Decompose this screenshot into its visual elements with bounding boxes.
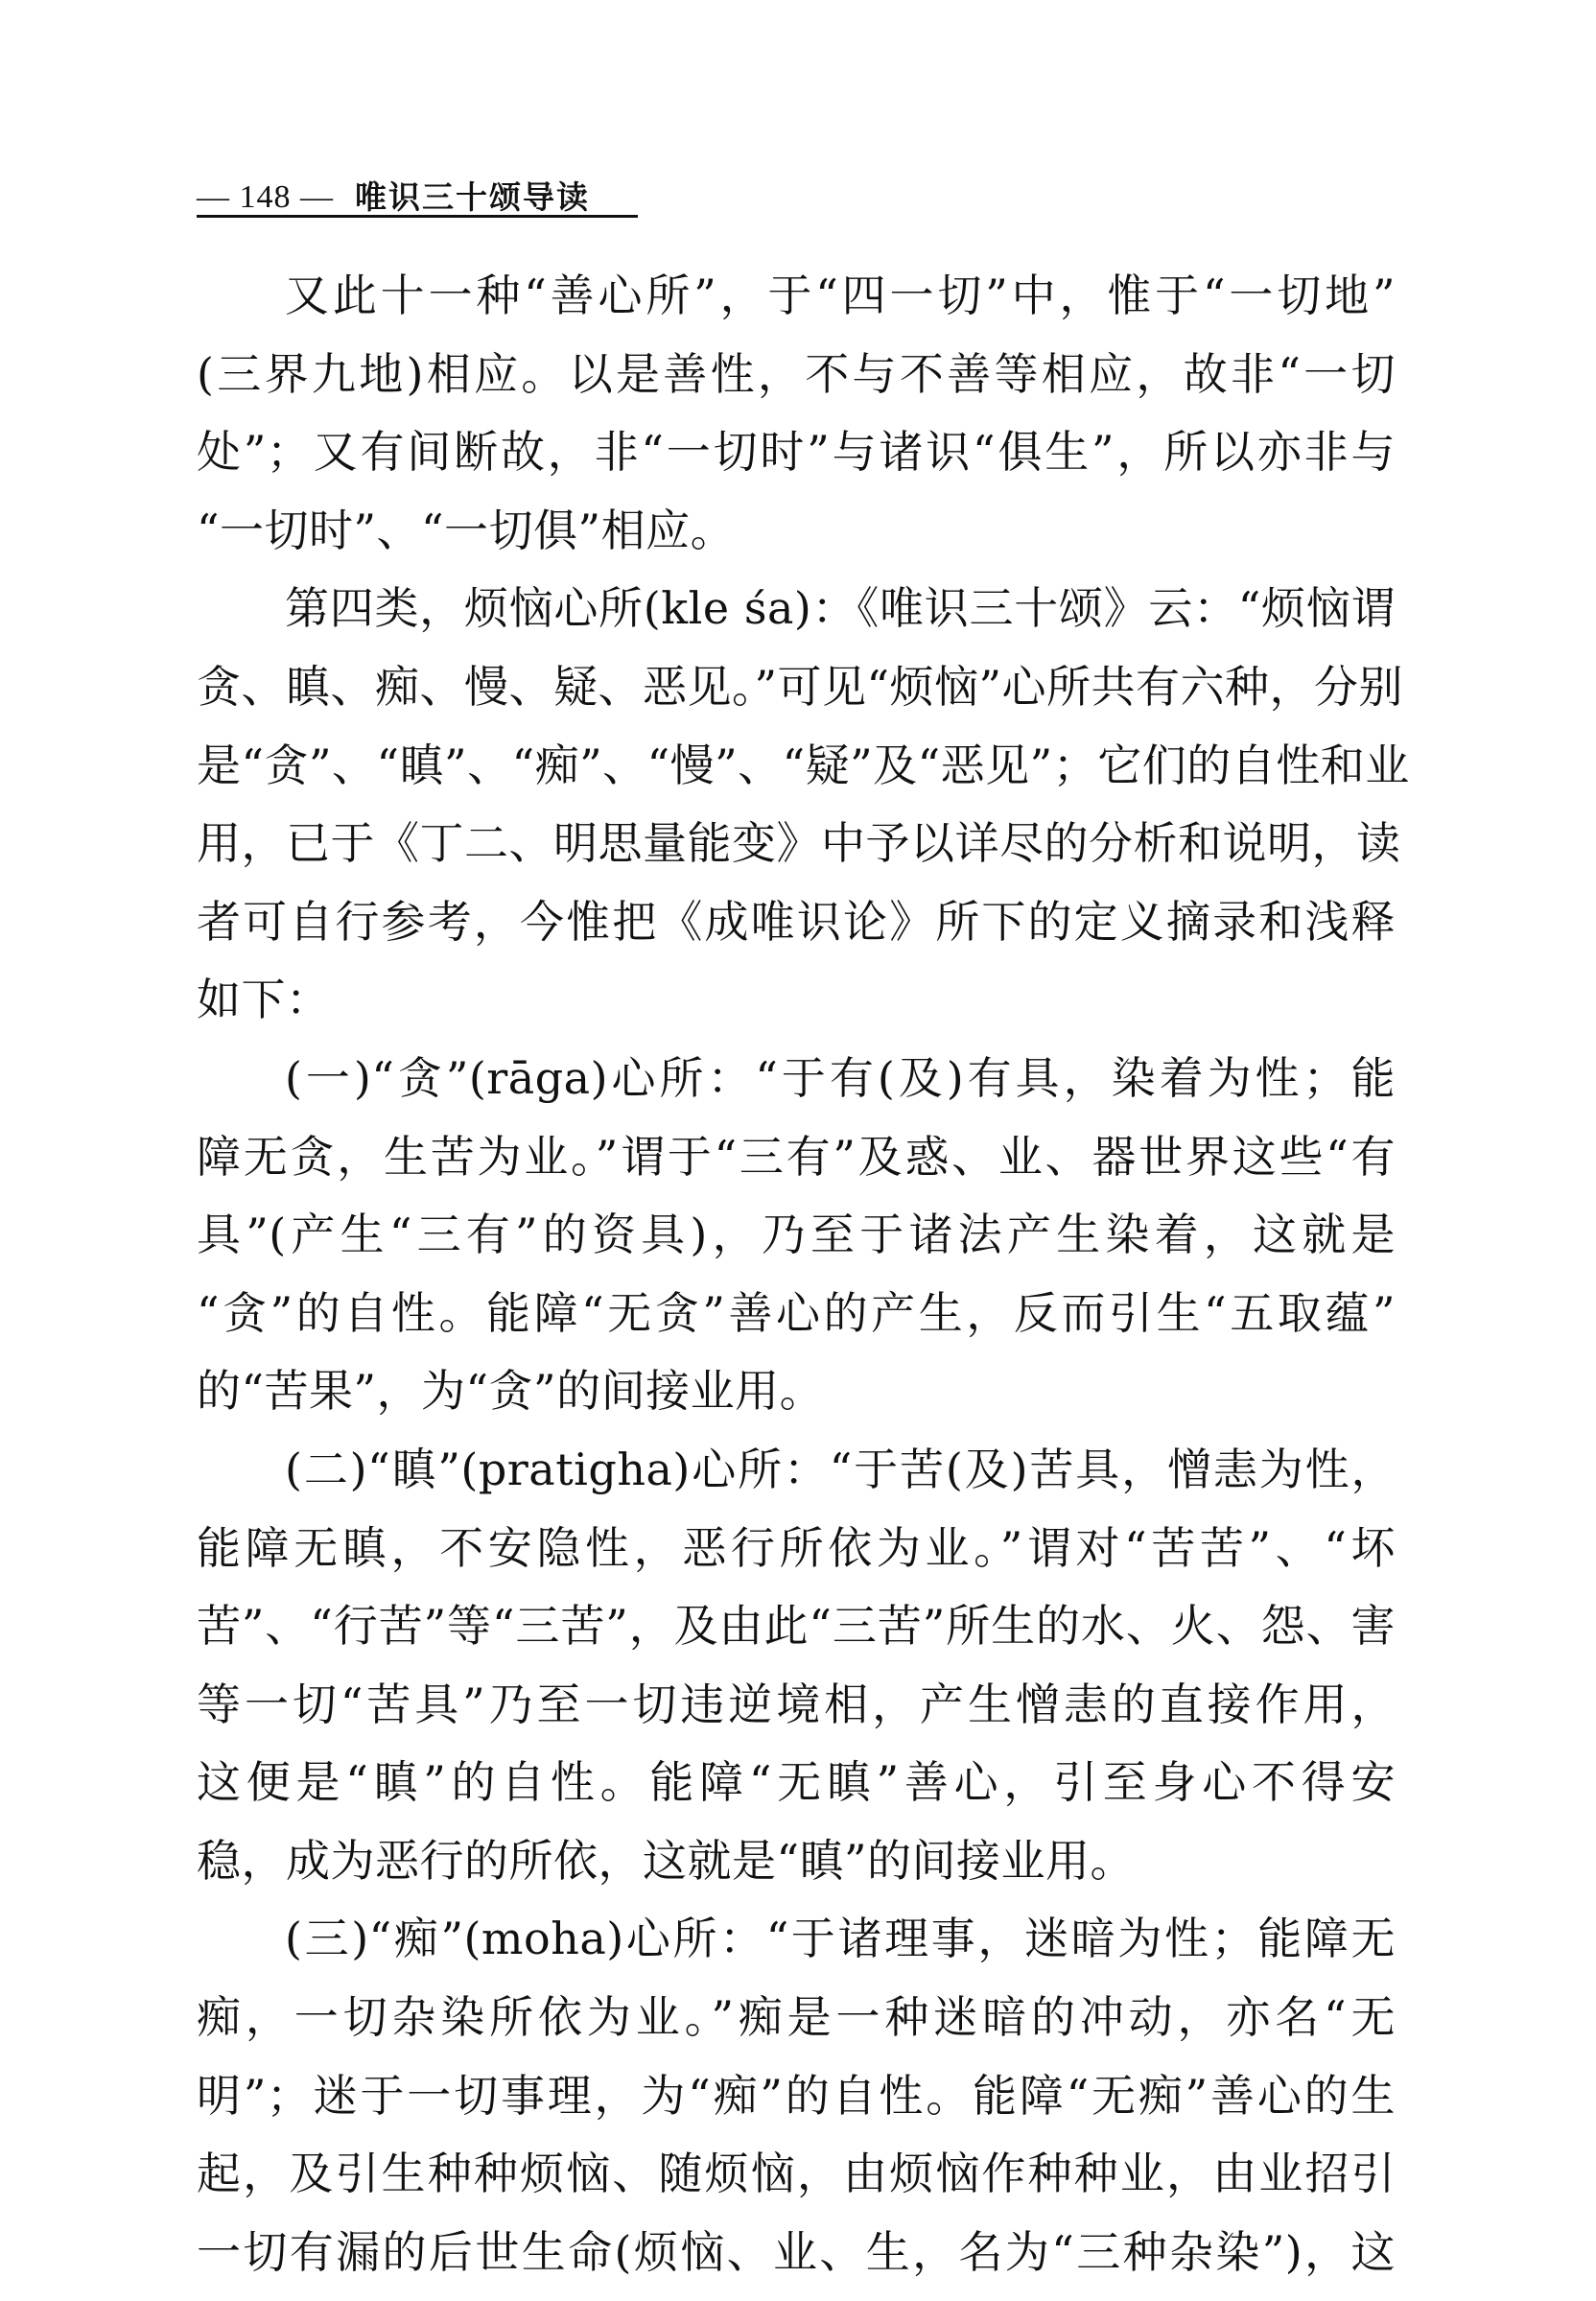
text-line: 如下： bbox=[197, 974, 331, 1026]
text-line: 稳，成为恶行的所依，这就是“瞋”的间接业用。 bbox=[197, 1834, 1136, 1887]
text-line: 能障无瞋，不安隐性，恶行所依为业。”谓对“苦苦”、“坏 bbox=[197, 1521, 1396, 1574]
text-line: 这便是“瞋”的自性。能障“无瞋”善心，引至身心不得安 bbox=[197, 1756, 1396, 1809]
page-number: — 148 — bbox=[197, 179, 334, 215]
text-line: 痴，一切杂染所依为业。”痴是一种迷暗的冲动，亦名“无 bbox=[197, 1991, 1396, 2044]
text-line: “贪”的自性。能障“无贪”善心的产生，反而引生“五取蕴” bbox=[197, 1286, 1396, 1339]
text-line: 贪、瞋、痴、慢、疑、恶见。”可见“烦恼”心所共有六种，分别 bbox=[197, 660, 1404, 713]
header-rule bbox=[197, 215, 638, 218]
text-line: 者可自行参考，今惟把《成唯识论》所下的定义摘录和浅释 bbox=[197, 895, 1396, 948]
text-line: 具”(产生“三有”的资具)，乃至于诸法产生染着，这就是 bbox=[197, 1209, 1396, 1261]
text-line: 苦”、“行苦”等“三苦”，及由此“三苦”所生的水、火、怨、害 bbox=[197, 1600, 1396, 1653]
text-line: 起，及引生种种烦恼、随烦恼，由烦恼作种种业，由业招引 bbox=[197, 2148, 1396, 2200]
text-line: 第四类，烦恼心所(kle śa)：《唯识三十颂》云：“烦恼谓 bbox=[285, 582, 1396, 635]
body-text bbox=[197, 257, 1410, 2291]
text-line: 又此十一种“善心所”，于“四一切”中，惟于“一切地” bbox=[285, 270, 1396, 321]
text-line: (三界九地)相应。以是善性，不与不善等相应，故非“一切 bbox=[197, 347, 1396, 400]
book-title: 唯识三十颂导读 bbox=[355, 178, 590, 216]
text-line: 是“贪”、“瞋”、“痴”、“慢”、“疑”及“恶见”；它们的自性和业 bbox=[197, 739, 1410, 791]
running-header bbox=[197, 163, 638, 217]
text-line: (三)“痴”(moha)心所：“于诸理事，迷暗为性；能障无 bbox=[285, 1913, 1396, 1965]
text-line: 等一切“苦具”乃至一切违逆境相，产生憎恚的直接作用， bbox=[197, 1678, 1396, 1730]
text-line: (一)“贪”(rāga)心所：“于有(及)有具，染着为性；能 bbox=[285, 1051, 1396, 1104]
text-line: (二)“瞋”(pratigha)心所：“于苦(及)苦具，憎恚为性， bbox=[285, 1443, 1396, 1495]
text-line: 障无贪，生苦为业。”谓于“三有”及惑、业、器世界这些“有 bbox=[197, 1130, 1396, 1183]
text-line: 一切有漏的后世生命(烦恼、业、生，名为“三种杂染”)，这 bbox=[197, 2225, 1396, 2278]
text-line: 明”；迷于一切事理，为“痴”的自性。能障“无痴”善心的生 bbox=[197, 2069, 1396, 2122]
text-line: “一切时”、“一切俱”相应。 bbox=[197, 504, 736, 556]
text-line: 用，已于《丁二、明思量能变》中予以详尽的分析和说明，读 bbox=[197, 817, 1401, 870]
text-line: 的“苦果”，为“贪”的间接业用。 bbox=[197, 1365, 825, 1418]
text-line: 处”；又有间断故，非“一切时”与诸识“俱生”，所以亦非与 bbox=[197, 426, 1396, 479]
